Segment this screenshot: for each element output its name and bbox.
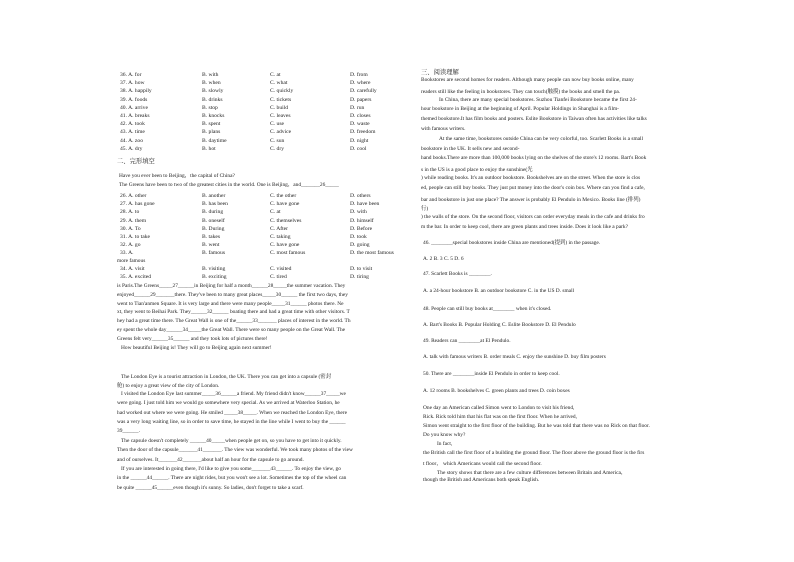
option-choice: 36. A. for bbox=[120, 72, 142, 78]
option-choice: C. build bbox=[270, 104, 289, 111]
text-line: hey had a great time there. The Great Wall is one of the______33_______ places of interest in the world. Th bbox=[117, 318, 351, 325]
option-choice: D. to visit bbox=[350, 266, 373, 272]
option-choice: D. others bbox=[350, 193, 371, 199]
option-choice: C. tired bbox=[270, 274, 287, 281]
text-line: had worked out where we were going. He smiled _____38_____. When we reached the London Eye, there bbox=[117, 409, 347, 416]
text-line: Rick. Rick told him that his flat was on the first floor. When he arrived, bbox=[423, 414, 577, 420]
option-choice: C. use bbox=[270, 121, 284, 128]
question-stem: 49. Readers can ________at El Pendulo. bbox=[423, 338, 511, 344]
option-choice: 29. A. them bbox=[120, 217, 147, 224]
option-choice: D. going bbox=[350, 242, 370, 249]
text-line: Greens felt very______35______ and they took lots of pictures there! bbox=[117, 335, 268, 342]
text-line: enjoyed______29_______there. They've been to many great places_____30______ the first two days, they bbox=[117, 291, 348, 298]
section-2-title: 二、完形填空 bbox=[117, 158, 155, 165]
text-line: I visited the London Eye last summer_____36______a friend. My friend didn't know______37_____we bbox=[121, 390, 346, 397]
option-choice: B. has been bbox=[202, 201, 228, 208]
option-choice: 32. A. go bbox=[120, 242, 141, 249]
option-choice: 30. A. To bbox=[120, 225, 141, 232]
option-choice: 26. A. other bbox=[120, 193, 147, 199]
text-line: In fact, bbox=[437, 441, 453, 447]
text-line: 39______. bbox=[117, 428, 140, 435]
option-choice: D. himself bbox=[350, 217, 374, 224]
option-choice: C. advice bbox=[270, 129, 292, 136]
text-line: is Paris.The Greens_____27______in Beijing for half a month______28_____the summer vacation. They bbox=[117, 283, 346, 289]
option-choice: C. the other bbox=[270, 193, 297, 199]
option-choice: B. knocks bbox=[202, 113, 225, 119]
option-choice: B. when bbox=[202, 80, 221, 87]
option-choice: C. have gone bbox=[270, 201, 300, 208]
option-choice: B. famous bbox=[202, 250, 225, 257]
option-choice: B. During bbox=[202, 225, 225, 232]
text-line: bar and bookstore in just one place? The answer is probably El Pendulo in Mexico. Books line (排列) bbox=[421, 196, 641, 203]
option-choice: D. night bbox=[350, 137, 369, 144]
option-choice: B. stop bbox=[202, 104, 218, 111]
option-choice: D. Before bbox=[350, 225, 373, 232]
option-choice: D. tiring bbox=[350, 274, 369, 281]
text-line: 舱) to enjoy a great view of the city of London. bbox=[117, 383, 220, 390]
option-choice: 31. A. to take bbox=[120, 234, 150, 240]
text-line: readers still like the feeling in bookstores. They can touch(触摸) the books and smell the pa. bbox=[421, 88, 621, 95]
option-choice: B. during bbox=[202, 209, 224, 216]
option-choice: 34. A. visit bbox=[120, 266, 145, 272]
option-choice: D. where bbox=[350, 80, 371, 87]
section-3-title: 三、阅读理解 bbox=[421, 69, 459, 76]
option-choice: 41. A. breaks bbox=[120, 113, 150, 119]
option-choice: B. daytime bbox=[202, 137, 227, 144]
option-choice: C. themselves bbox=[270, 217, 302, 224]
text-line: If you are interested in going there, I'd like to give you some_______43______. To enjoy the view, go bbox=[121, 466, 341, 472]
option-choice: 38. A. happily bbox=[120, 88, 152, 95]
text-line: ey spent the whole day______34_____the Great Wall. There were so many people on the Great Wall. The bbox=[117, 327, 346, 333]
option-choice: B. exciting bbox=[202, 274, 227, 281]
text-line: and of ourselves. It_______42_______about half an hour for the capsule to go around. bbox=[117, 456, 304, 463]
question-options: A. Bart's Books B. Popular Holding C. Eslite Bookstore D. El Pendulo bbox=[423, 322, 576, 328]
text-line: ) the walls of the store. On the second floor, visitors can order everyday meals in the cafe and drinks fro bbox=[421, 214, 645, 221]
option-choice: D. closes bbox=[350, 113, 371, 119]
option-choice: B. drinks bbox=[202, 96, 223, 103]
option-choice: B. went bbox=[202, 242, 220, 249]
option-choice: D. from bbox=[350, 72, 368, 78]
question-options: A. a 24-hour bookstore B. an outdoor bookstore C. in the US D. small bbox=[423, 288, 575, 294]
text-line: were going. I just told him we would go somewhere very special. As we arrived at Waterloo Station, he bbox=[117, 400, 340, 407]
text-line: bookstore in the UK. It sells new and second- bbox=[421, 145, 520, 152]
cloze-intro: Have you ever been to Beijing，the capital of China? bbox=[119, 173, 235, 179]
text-line: ed, people can still buy books. They just put money into the door's coin box. Where can you find a cafe, bbox=[421, 184, 645, 191]
option-choice: 33. A. bbox=[120, 250, 134, 257]
option-choice: 27. A. has gone bbox=[120, 201, 155, 208]
option-choice: B. with bbox=[202, 72, 219, 78]
text-line: though the British and Americans both speak English. bbox=[423, 477, 540, 483]
option-choice: D. have been bbox=[350, 201, 380, 208]
option-choice: 35. A. excited bbox=[120, 274, 152, 281]
text-line: ) while reading books. It's an outdoor bookstore. Bookshelves are on the street. When the store is clos bbox=[421, 175, 641, 181]
option-choice: D. run bbox=[350, 104, 365, 111]
question-options: A. talk with famous writers B. order meals C. enjoy the sunshine D. buy film posters bbox=[423, 354, 606, 360]
more-famous-option: more famous bbox=[117, 258, 146, 264]
question-stem: 48. People can still buy books at________ when it's closed. bbox=[423, 306, 552, 312]
option-choice: 43. A. time bbox=[120, 129, 145, 136]
option-choice: 28. A. to bbox=[120, 209, 140, 216]
question-stem: 50. There are ________inside El Pendulo in order to keep cool. bbox=[423, 371, 560, 377]
option-choice: C. leaves bbox=[270, 113, 291, 119]
option-choice: D. the most famous bbox=[350, 250, 394, 257]
option-choice: 37. A. how bbox=[120, 80, 145, 87]
text-line: Simon went straight to the first floor of the building. But he was told that there was no Rick on that floor. bbox=[423, 423, 650, 429]
option-choice: C. have gone bbox=[270, 242, 300, 249]
text-line: The capsule doesn't completely ______40_____when people get on, so you have to get into it quickly. bbox=[121, 437, 342, 444]
option-choice: C. visited bbox=[270, 266, 292, 272]
text-line: xt, they went to Beihai Park. They______32______ boating there and had a great time with other visitors. T bbox=[117, 309, 350, 316]
option-choice: C. After bbox=[270, 225, 289, 232]
option-choice: B. plans bbox=[202, 129, 221, 136]
text-line: In China, there are many special bookstores. Suzhou Tianfei Bookstore became the first 24- bbox=[439, 96, 637, 103]
option-choice: 40. A. arrive bbox=[120, 104, 148, 111]
text-line: The London Eye is a tourist attraction in London, the UK. There you can get into a capsule (密封 bbox=[121, 374, 332, 380]
text-line: was a very long waiting line, so in order to save time, he stayed in the line while I went to buy the ______ bbox=[117, 419, 346, 425]
text-line: hand books.There are more than 100,000 books lying on the shelves of the store's 12 rooms. Bart's Book bbox=[421, 155, 647, 162]
option-choice: B. slowly bbox=[202, 88, 224, 95]
option-choice: D. waste bbox=[350, 121, 370, 128]
option-choice: C. taking bbox=[270, 234, 291, 240]
option-choice: 44. A. zoo bbox=[120, 137, 143, 144]
option-choice: 45. A. dry bbox=[120, 145, 143, 152]
cloze-line-1: The Greens have been to two of the greatest cities in the world. One is Beijing，and_______26_____ bbox=[119, 182, 339, 188]
option-choice: D. with bbox=[350, 209, 367, 216]
option-choice: D. cool bbox=[350, 145, 367, 152]
text-line: 行) bbox=[421, 206, 429, 213]
option-choice: B. oneself bbox=[202, 217, 225, 224]
option-choice: C. what bbox=[270, 80, 288, 87]
question-options: A. 12 rooms B. bookshelves C. green plants and trees D. coin boxes bbox=[423, 388, 570, 394]
option-choice: 39. A. foods bbox=[120, 96, 148, 103]
option-choice: D. took bbox=[350, 234, 367, 240]
text-line: One day an American called Simon went to London to visit his friend, bbox=[423, 405, 575, 411]
text-line: At the same time, bookstores outside China can be very colorful, too. Scarlett Books is a small bbox=[439, 135, 644, 142]
option-choice: C. sun bbox=[270, 137, 285, 144]
text-line: be quite ______45______even though it's sunny. So ladies, don't forget to take a scarf. bbox=[117, 484, 304, 491]
question-options: A. 2 B. 3 C. 5 D. 6 bbox=[423, 256, 464, 262]
text-line: s in the US is a good place to enjoy the sunshine(光 bbox=[421, 167, 533, 174]
option-choice: D. papers bbox=[350, 96, 372, 103]
option-choice: B. spent bbox=[202, 121, 221, 128]
text-line: Then the door of the capsule_______41_______. The view was wonderful. We took many photos of the view bbox=[117, 447, 353, 454]
text-line: Bookstores are second homes for readers. Although many people can now buy books online, many bbox=[421, 77, 634, 83]
option-choice: B. another bbox=[202, 193, 226, 199]
text-line: hour bookstore in Beijing at the beginning of April. Popular Holdings in Shanghai is a film- bbox=[421, 106, 619, 113]
text-line: How beautiful Beijing is! They will go to Beijing again next summer! bbox=[121, 344, 272, 351]
option-choice: C. at bbox=[270, 209, 281, 216]
text-line: Do you know why? bbox=[423, 432, 466, 438]
text-line: m the bar. In order to keep cool, there are green plants and trees inside. Does it look like a park? bbox=[421, 224, 629, 230]
option-choice: C. dry bbox=[270, 145, 284, 152]
option-choice: B. hot bbox=[202, 145, 216, 152]
option-choice: B. visiting bbox=[202, 266, 226, 272]
text-line: t floor， which Americans would call the second floor. bbox=[423, 461, 542, 467]
text-line: in the ______44______. There are night rides, but you won't see a lot. Sometimes the top of the wheel can bbox=[117, 475, 347, 482]
option-choice: B. takes bbox=[202, 234, 221, 240]
option-choice: C. most famous bbox=[270, 250, 306, 257]
option-choice: D. carefully bbox=[350, 88, 377, 95]
text-line: the British call the first floor of a building the ground floor. The floor above the ground floor is the firs bbox=[423, 450, 645, 456]
question-stem: 46. ________special bookstores inside China are mentioned(提到) in the passage. bbox=[423, 240, 601, 246]
option-choice: 42. A. took bbox=[120, 121, 145, 128]
option-choice: C. at bbox=[270, 72, 281, 78]
text-line: with famous writers. bbox=[421, 126, 466, 132]
option-choice: C. tickets bbox=[270, 96, 292, 103]
option-choice: C. quickly bbox=[270, 88, 294, 95]
question-stem: 47. Scarlett Books is ________. bbox=[423, 271, 492, 277]
text-line: The story shows that there are a few culture differences between Britain and America， bbox=[437, 470, 627, 476]
text-line: went to Tian'anmen Square. It is very large and there were many people_____31______ photos there. Ne bbox=[117, 300, 344, 307]
text-line: themed bookstore.It has film books and posters. Eslite Bookstore in Taiwan often has activities like talks bbox=[421, 116, 647, 123]
option-choice: D. freedom bbox=[350, 129, 376, 136]
